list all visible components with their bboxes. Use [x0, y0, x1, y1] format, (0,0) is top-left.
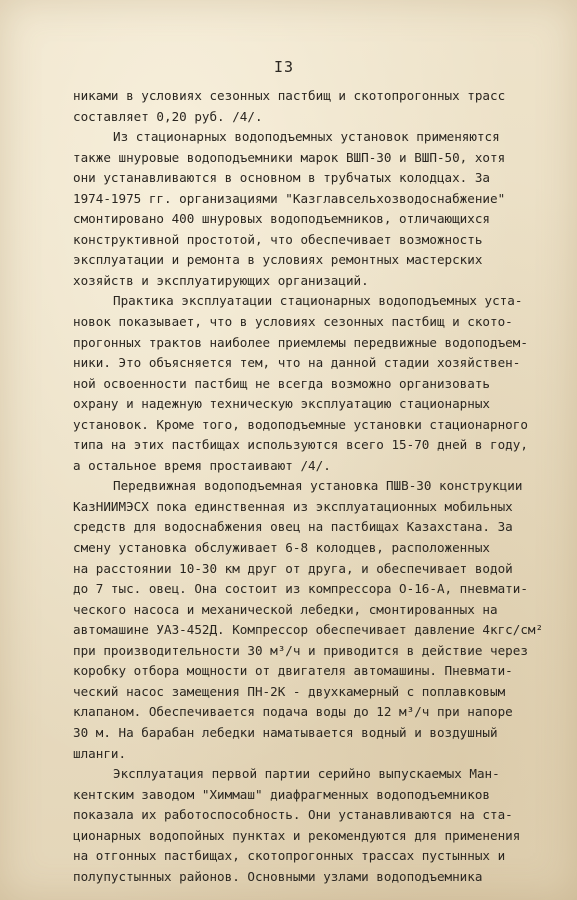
text-line: смену установка обслуживает 6-8 колодцев, расположенных: [73, 540, 491, 556]
text-line: средств для водоснабжения овец на пастбищах Казахстана. За: [73, 519, 513, 535]
text-line: ной освоенности пастбищ не всегда возможно организовать: [73, 375, 491, 391]
text-line: полупустынных районов. Основными узлами водоподъемника: [73, 868, 483, 884]
text-line: при производительности 30 м³/ч и приводится в действие через: [73, 642, 528, 658]
text-line: на расстоянии 10-30 км друг от друга, и обеспечивает водой: [73, 560, 513, 576]
text-line: а остальное время простаивают /4/.: [73, 457, 331, 473]
text-line: они устанавливаются в основном в трубчатых колодцах. За: [73, 170, 491, 186]
document-body: [73, 86, 544, 887]
text-line: составляет 0,20 руб. /4/.: [73, 108, 263, 124]
text-line: Из стационарных водоподъемных установок применяются: [113, 129, 500, 145]
text-line: ники. Это объясняется тем, что на данной стадии хозяйствен-: [73, 355, 521, 371]
text-line: также шнуровые водоподъемники марок ВШП-30 и ВШП-50, хотя: [73, 149, 506, 165]
text-line: до 7 тыс. овец. Она состоит из компрессора О-16-А, пневмати-: [73, 581, 528, 597]
text-line: 30 м. На барабан лебедки наматывается водный и воздушный: [73, 724, 498, 740]
paragraph: [73, 764, 521, 887]
text-line: клапаном. Обеспечивается подача воды до 12 м³/ч при напоре: [73, 704, 513, 720]
text-line: Практика эксплуатации стационарных водоподъемных уста-: [113, 293, 523, 309]
text-line: КазНИИМЭСХ пока единственная из эксплуатационных мобильных: [73, 498, 513, 514]
paragraph: [73, 86, 506, 127]
text-line: установок. Кроме того, водоподъемные установки стационарного: [73, 416, 528, 432]
text-line: кентским заводом "Химмаш" диафрагменных водоподъемников: [73, 786, 491, 802]
paragraph: [73, 476, 544, 764]
page-number: I3: [274, 58, 295, 76]
text-line: охрану и надежную техническую эксплуатацию стационарных: [73, 396, 491, 412]
paragraph: [73, 291, 528, 476]
text-line: ческий насос замещения ПН-2К - двухкамерный с поплавковым: [73, 683, 506, 699]
text-line: эксплуатации и ремонта в условиях ремонтных мастерских: [73, 252, 483, 268]
text-line: Передвижная водоподъемная установка ПШВ-30 конструкции: [113, 478, 523, 494]
text-line: конструктивной простотой, что обеспечивает возможность: [73, 231, 483, 247]
text-line: прогонных трактов наиболее приемлемы передвижные водоподъем-: [73, 334, 528, 350]
text-line: никами в условиях сезонных пастбищ и скотопрогонных трасс: [73, 88, 506, 103]
text-line: смонтировано 400 шнуровых водоподъемников, отличающихся: [73, 211, 491, 227]
paragraph: [73, 127, 506, 291]
text-line: новок показывает, что в условиях сезонных пастбищ и ското-: [73, 314, 513, 330]
text-line: показала их работоспособность. Они устанавливаются на ста-: [73, 807, 513, 823]
text-line: хозяйств и эксплуатирующих организаций.: [73, 272, 369, 288]
text-line: ческого насоса и механической лебедки, смонтированных на: [73, 601, 498, 617]
text-line: шланги.: [73, 745, 127, 761]
text-line: ционарных водопойных пунктах и рекомендуются для применения: [73, 827, 521, 843]
text-line: автомашине УАЗ-452Д. Компрессор обеспечивает давление 4кгс/см²: [73, 622, 544, 638]
text-line: коробку отбора мощности от двигателя автомашины. Пневмати-: [73, 663, 513, 679]
text-line: на отгонных пастбищах, скотопрогонных трассах пустынных и: [73, 848, 506, 864]
text-line: типа на этих пастбищах используются всего 15-70 дней в году,: [73, 437, 528, 453]
text-line: Эксплуатация первой партии серийно выпускаемых Ман-: [113, 766, 500, 782]
text-line: 1974-1975 гг. организациями "Казглавсельхозводоснабжение": [73, 190, 506, 206]
